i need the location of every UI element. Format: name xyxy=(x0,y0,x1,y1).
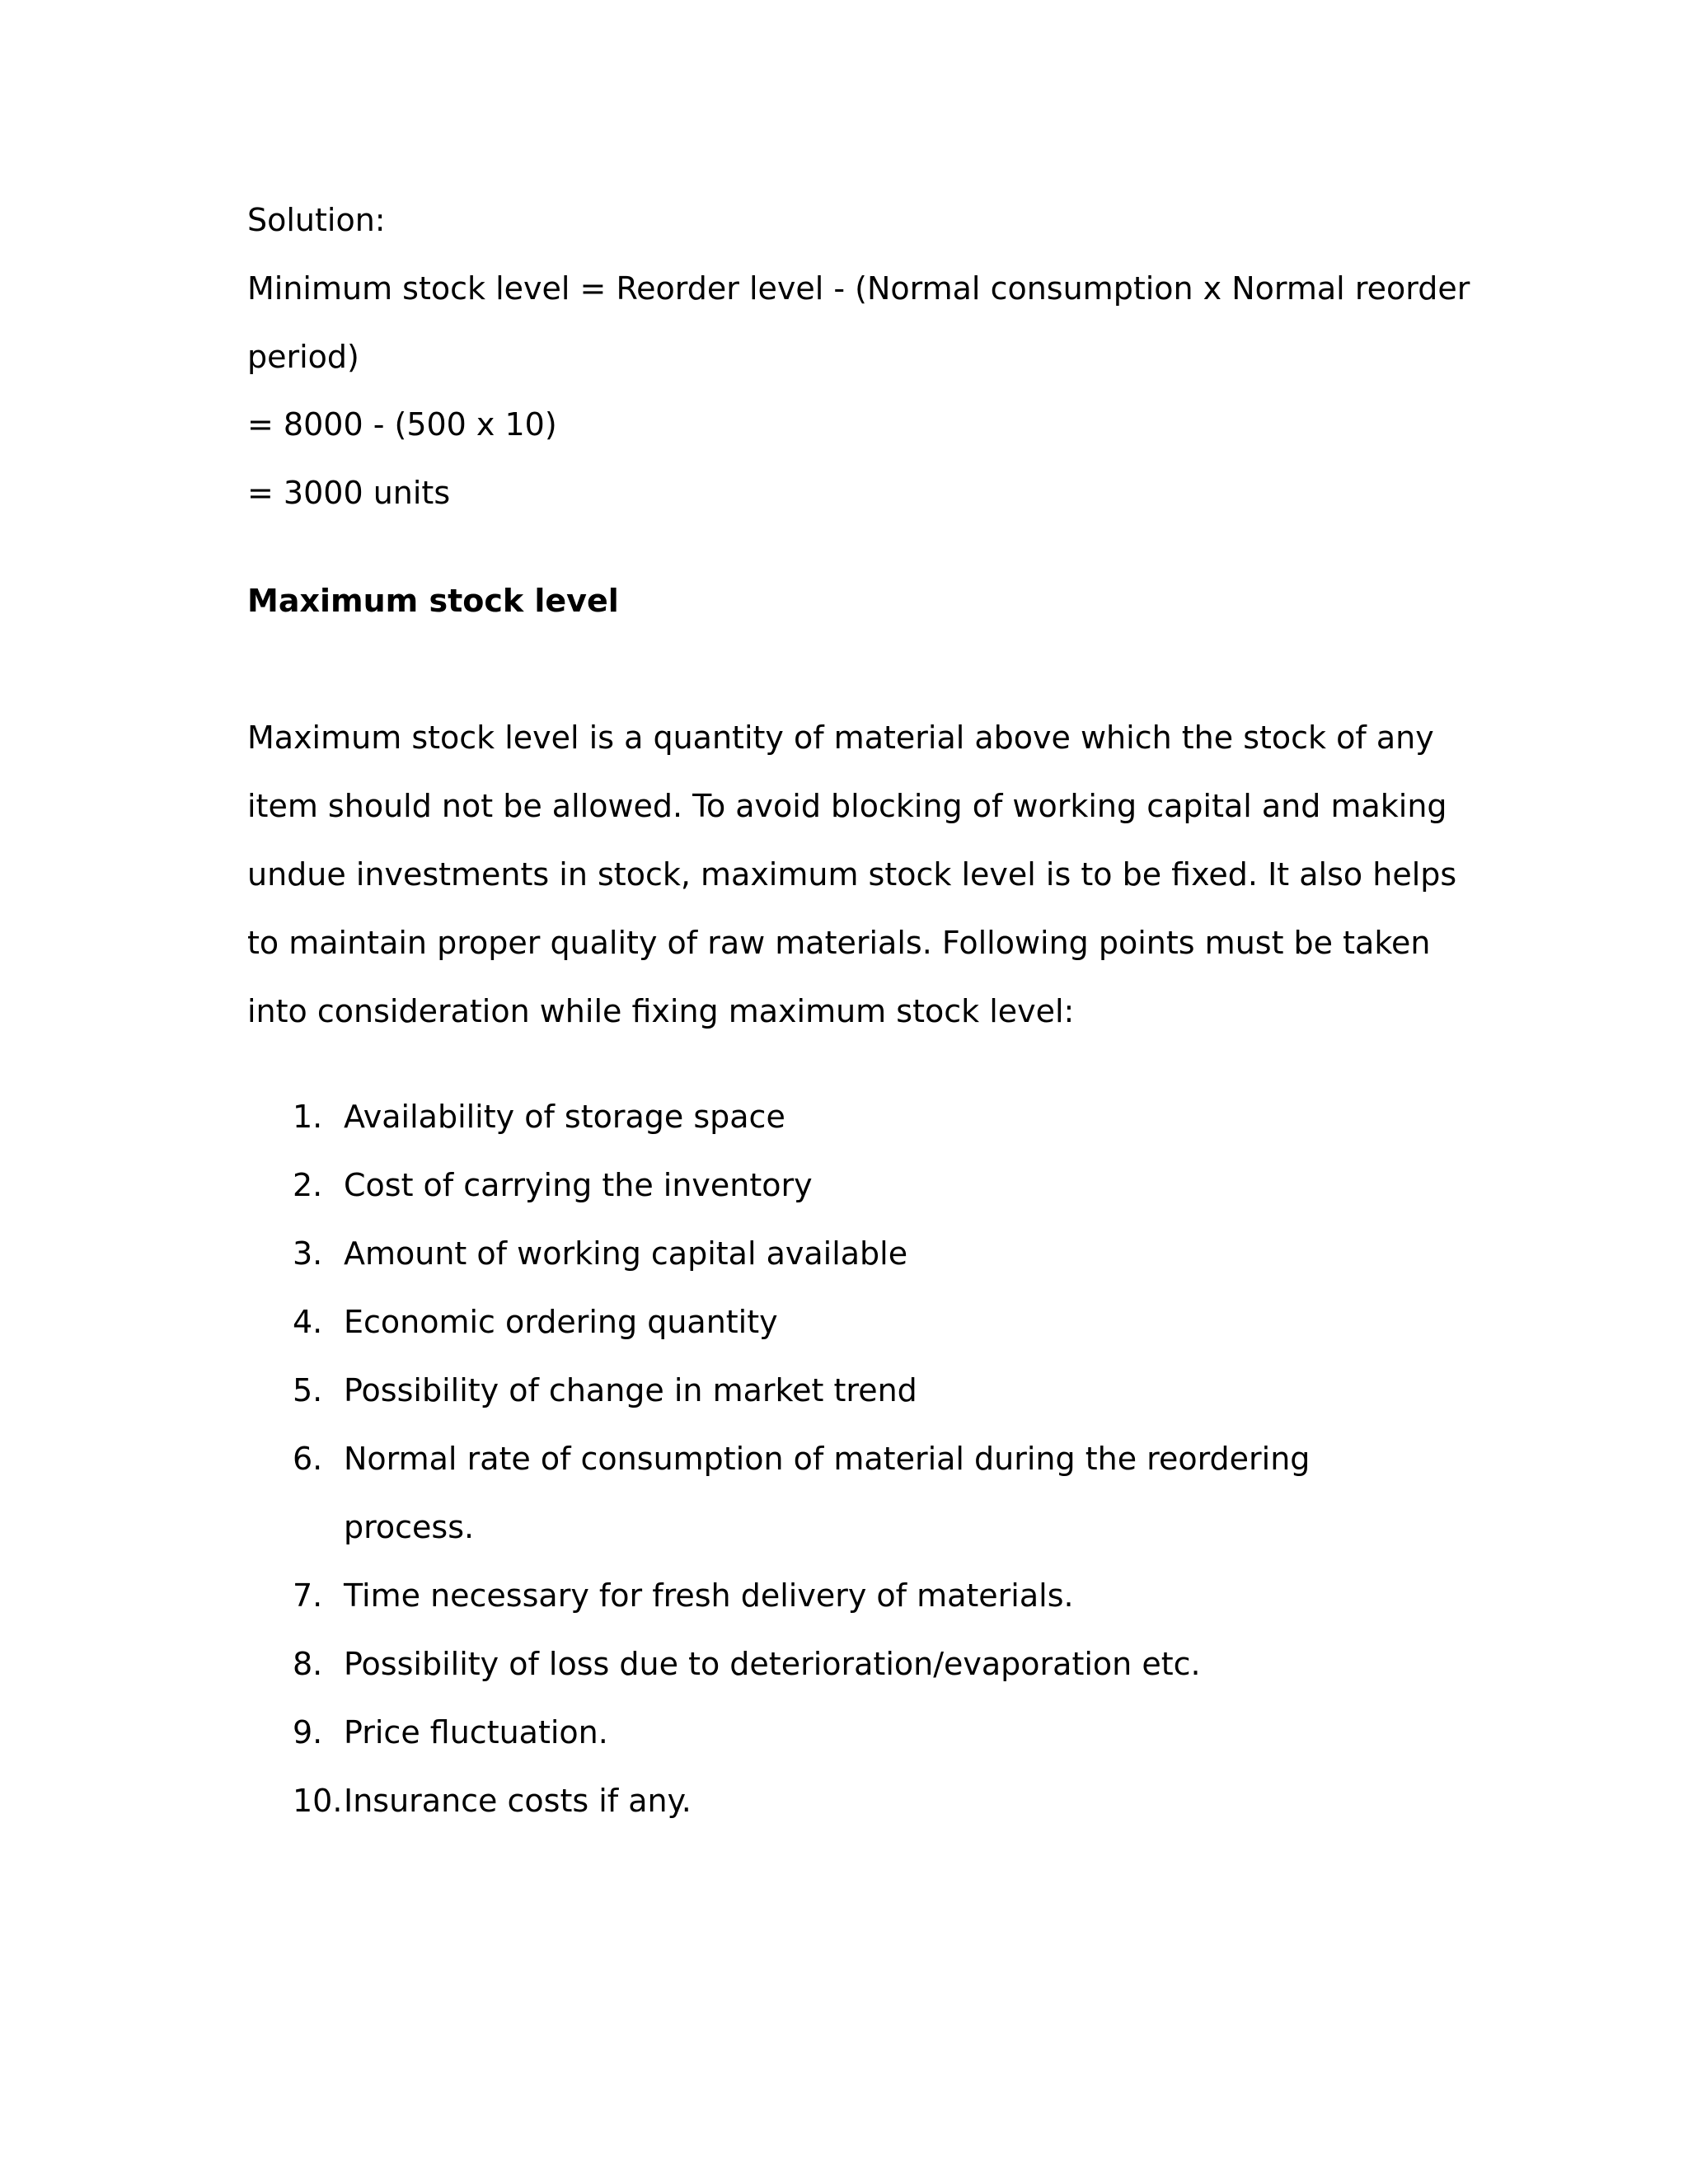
list-item-text: Amount of working capital available xyxy=(344,1235,908,1272)
list-item-text: Price fluctuation. xyxy=(344,1714,608,1750)
paragraph-line: undue investments in stock, maximum stock level is to be fixed. It also helps xyxy=(247,856,1457,893)
list-item-number: 2. xyxy=(293,1167,323,1203)
paragraph-line: Maximum stock level is a quantity of material above which the stock of any xyxy=(247,719,1434,756)
formula-line-2: period) xyxy=(247,339,359,375)
solution-label: Solution: xyxy=(247,202,386,238)
list-item-number: 5. xyxy=(293,1372,323,1408)
list-item-number: 7. xyxy=(293,1577,323,1614)
list-item-number: 3. xyxy=(293,1235,323,1272)
list-item-text: Time necessary for fresh delivery of materials. xyxy=(344,1577,1074,1614)
list-item-text: Possibility of change in market trend xyxy=(344,1372,917,1408)
paragraph-line: item should not be allowed. To avoid blocking of working capital and making xyxy=(247,788,1447,824)
list-item-text: Possibility of loss due to deterioration/evaporation etc. xyxy=(344,1646,1201,1682)
list-item-number: 9. xyxy=(293,1714,323,1750)
list-item-number: 1. xyxy=(293,1099,323,1135)
formula-line-1: Minimum stock level = Reorder level - (Normal consumption x Normal reorder xyxy=(247,270,1470,307)
list-item-text: Economic ordering quantity xyxy=(344,1304,778,1340)
list-item-number: 8. xyxy=(293,1646,323,1682)
list-item-number: 4. xyxy=(293,1304,323,1340)
list-item-text: Insurance costs if any. xyxy=(344,1783,692,1819)
calculation-line-1: = 8000 - (500 x 10) xyxy=(247,406,557,443)
list-item-text: Availability of storage space xyxy=(344,1099,785,1135)
calculation-line-2: = 3000 units xyxy=(247,475,451,511)
list-item-text: Normal rate of consumption of material during the reordering xyxy=(344,1441,1311,1477)
paragraph-line: into consideration while fixing maximum stock level: xyxy=(247,993,1075,1029)
list-item-number: 10. xyxy=(293,1783,343,1819)
list-item-text: Cost of carrying the inventory xyxy=(344,1167,813,1203)
paragraph-line: to maintain proper quality of raw materials. Following points must be taken xyxy=(247,925,1431,961)
list-item-text: process. xyxy=(344,1509,475,1545)
section-heading: Maximum stock level xyxy=(247,583,619,619)
list-item-number: 6. xyxy=(293,1441,323,1477)
